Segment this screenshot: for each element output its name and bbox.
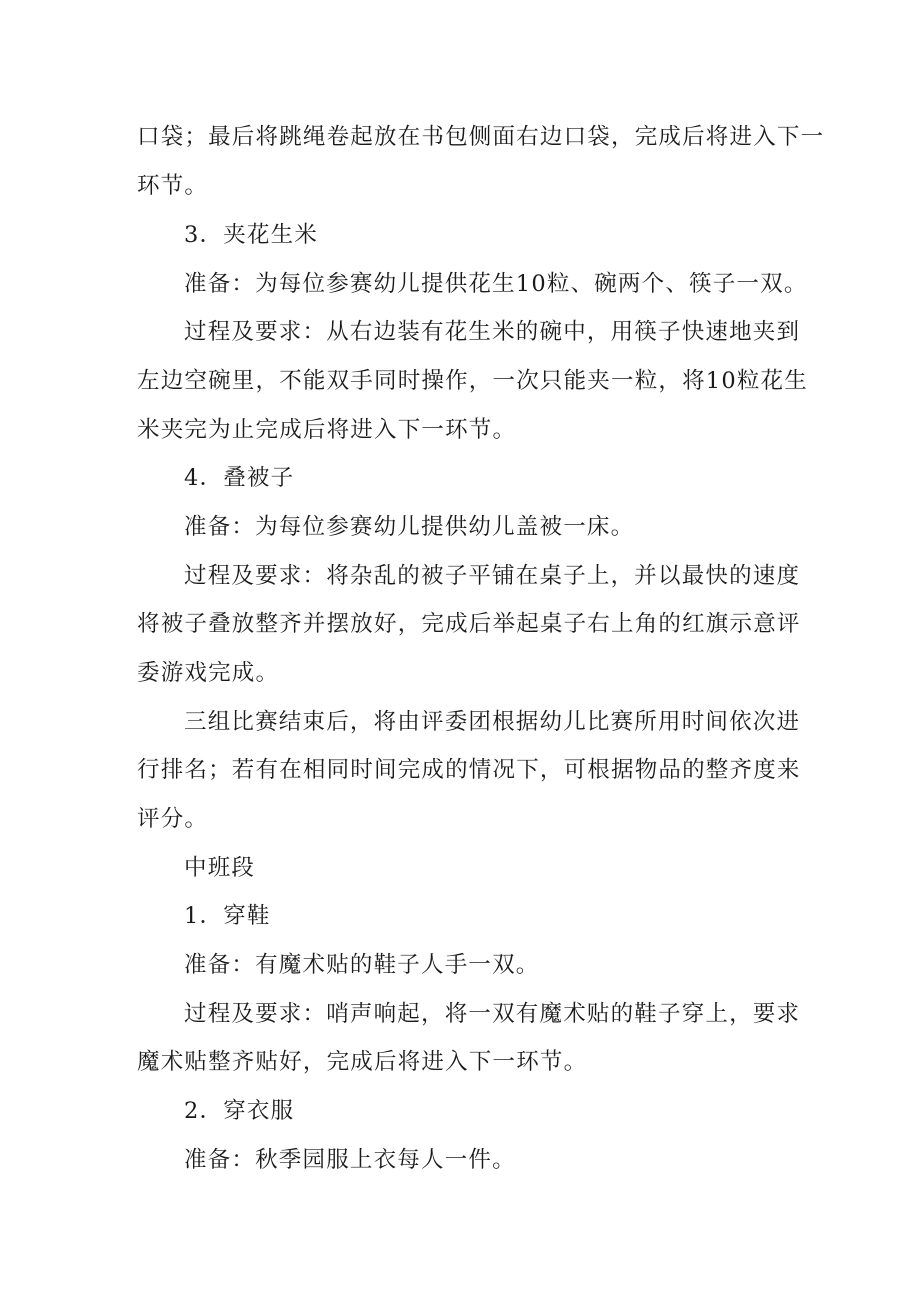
text-line-14: 行排名；若有在相同时间完成的情况下，可根据物品的整齐度来	[137, 757, 801, 783]
text-line-1: 口袋；最后将跳绳卷起放在书包侧面右边口袋，完成后将进入下一	[137, 124, 825, 150]
text-line-10: 过程及要求：将杂乱的被子平铺在桌子上，并以最快的速度	[184, 563, 801, 589]
text-line-11: 将被子叠放整齐并摆放好，完成后举起桌子右上角的红旗示意评	[137, 611, 801, 637]
text-line-7: 米夹完为止完成后将进入下一环节。	[137, 417, 517, 443]
text-line-12: 委游戏完成。	[137, 660, 280, 686]
text-line-19: 过程及要求：哨声响起，将一双有魔术贴的鞋子穿上，要求	[184, 1001, 801, 1027]
text-line-5: 过程及要求：从右边装有花生米的碗中，用筷子快速地夹到	[184, 319, 801, 345]
text-line-22: 准备：秋季园服上衣每人一件。	[184, 1147, 516, 1173]
text-line-15: 评分。	[137, 806, 209, 832]
text-line-13: 三组比赛结束后，将由评委团根据幼儿比赛所用时间依次进	[184, 709, 801, 735]
section-heading-4: 4．叠被子	[184, 465, 295, 491]
section-heading-middle-class: 中班段	[184, 855, 256, 881]
text-line-4: 准备：为每位参赛幼儿提供花生10粒、碗两个、筷子一双。	[184, 271, 808, 297]
text-line-2: 环节。	[137, 173, 209, 199]
text-line-20: 魔术贴整齐贴好，完成后将进入下一环节。	[137, 1049, 588, 1075]
section-heading-2: 2．穿衣服	[184, 1098, 295, 1124]
text-line-9: 准备：为每位参赛幼儿提供幼儿盖被一床。	[184, 514, 635, 540]
text-line-6: 左边空碗里，不能双手同时操作，一次只能夹一粒，将10粒花生	[137, 368, 808, 394]
text-line-18: 准备：有魔术贴的鞋子人手一双。	[184, 952, 540, 978]
section-heading-3: 3．夹花生米	[184, 222, 319, 248]
section-heading-1: 1．穿鞋	[184, 903, 271, 929]
